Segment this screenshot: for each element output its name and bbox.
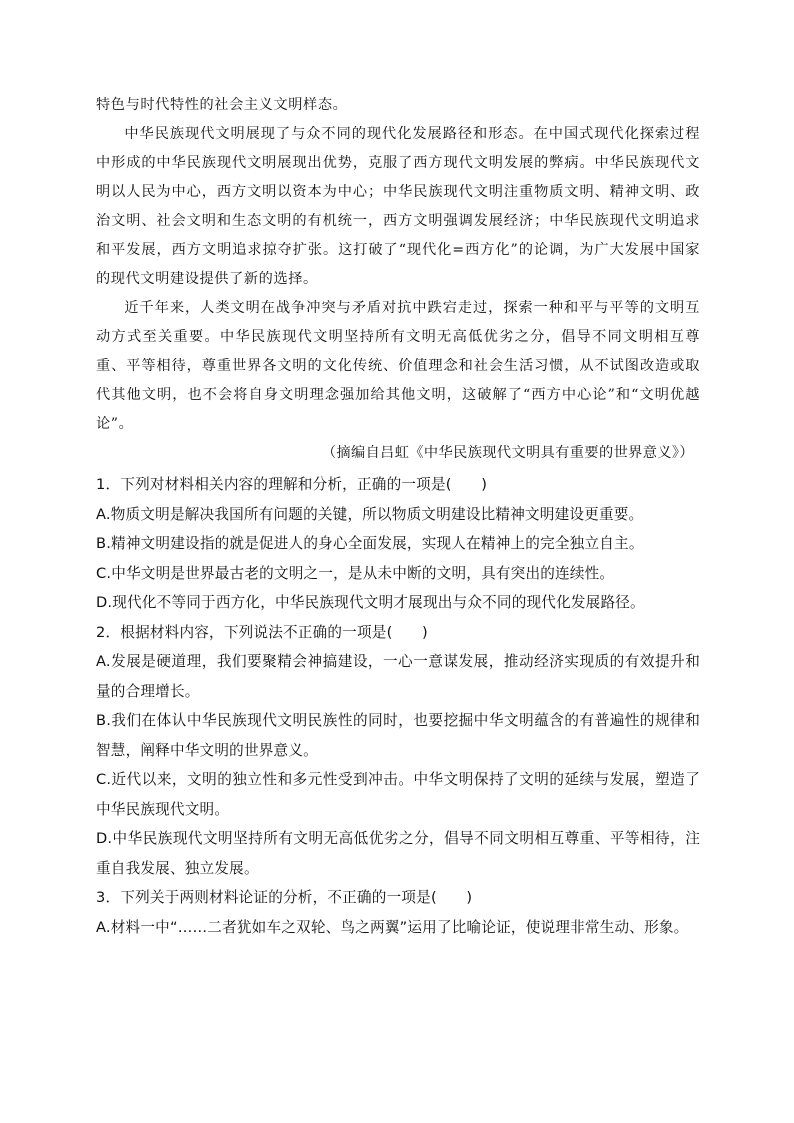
- answer-option-c: C.中华文明是世界最古老的文明之一，是从未中断的文明，具有突出的连续性。: [96, 564, 615, 582]
- question-stem: 2．根据材料内容，下列说法不正确的一项是( ): [96, 623, 428, 641]
- question-2: [96, 618, 700, 884]
- question-stem: 1．下列对材料相关内容的理解和分析，正确的一项是( ): [96, 476, 488, 493]
- answer-option-d: D.现代化不等同于西方化，中华民族现代文明才展现出与众不同的现代化发展路径。: [96, 594, 645, 611]
- passage-source: （摘编自吕虹《中华民族现代文明具有重要的世界意义》）: [321, 445, 694, 461]
- question-1: [96, 470, 700, 618]
- question-list: [96, 470, 700, 942]
- answer-option-a: A.发展是硬道理，我们要聚精会神搞建设，一心一意谋发展，推动经济实现质的有效提升和量的合理增长。: [96, 653, 700, 700]
- passage-paragraph-2: 近千年来，人类文明在战争冲突与矛盾对抗中跌宕走过，探索一种和平与平等的文明互动方式至关重要。中华民族现代文明坚持所有文明无高低优劣之分，倡导不同文明相互尊重、平等相待，尊重世界各文明的文化传统、价值理念和社会生活习惯，从不试图改造或取代其他文明，也不会将自身文明理念强加给其他文明，这破解了“西方中心论”和“文明优越论”。: [96, 300, 700, 432]
- answer-option-a: A.材料一中“……二者犹如车之双轮、鸟之两翼”运用了比喻论证，使说理非常生动、形象。: [96, 918, 689, 936]
- question-3: [96, 883, 700, 942]
- passage-paragraph-0: 特色与时代特性的社会主义文明样态。: [96, 97, 348, 113]
- answer-option-a: A.物质文明是解决我国所有问题的关键，所以物质文明建设比精神文明建设更重要。: [96, 505, 644, 523]
- document-page: [96, 91, 700, 942]
- answer-option-c: C.近代以来，文明的独立性和多元性受到冲击。中华文明保持了文明的延续与发展，塑造了中华民族现代文明。: [96, 771, 700, 818]
- answer-option-b: B.精神文明建设指的就是促进人的身心全面发展，实现人在精神上的完全独立自主。: [96, 535, 644, 552]
- answer-option-b: B.我们在体认中华民族现代文明民族性的同时，也要挖掘中华文明蕴含的有普遍性的规律和智慧，阐释中华文明的世界意义。: [96, 712, 700, 759]
- answer-option-d: D.中华民族现代文明坚持所有文明无高低优劣之分，倡导不同文明相互尊重、平等相待，注重自我发展、独立发展。: [96, 830, 700, 877]
- question-stem: 3．下列关于两则材料论证的分析，不正确的一项是( ): [96, 889, 473, 906]
- passage-paragraph-1: 中华民族现代文明展现了与众不同的现代化发展路径和形态。在中国式现代化探索过程中形成的中华民族现代文明展现出优势，克服了西方现代文明发展的弊病。中华民族现代文明以人民为中心，西方文明以资本为中心；中华民族现代文明注重物质文明、精神文明、政治文明、社会文明和生态文明的有机统一，西方文明强调发展经济；中华民族现代文明追求和平发展，西方文明追求掠夺扩张。这打破了“现代化=西方化”的论调，为广大发展中国家的现代文明建设提供了新的选择。: [96, 126, 700, 287]
